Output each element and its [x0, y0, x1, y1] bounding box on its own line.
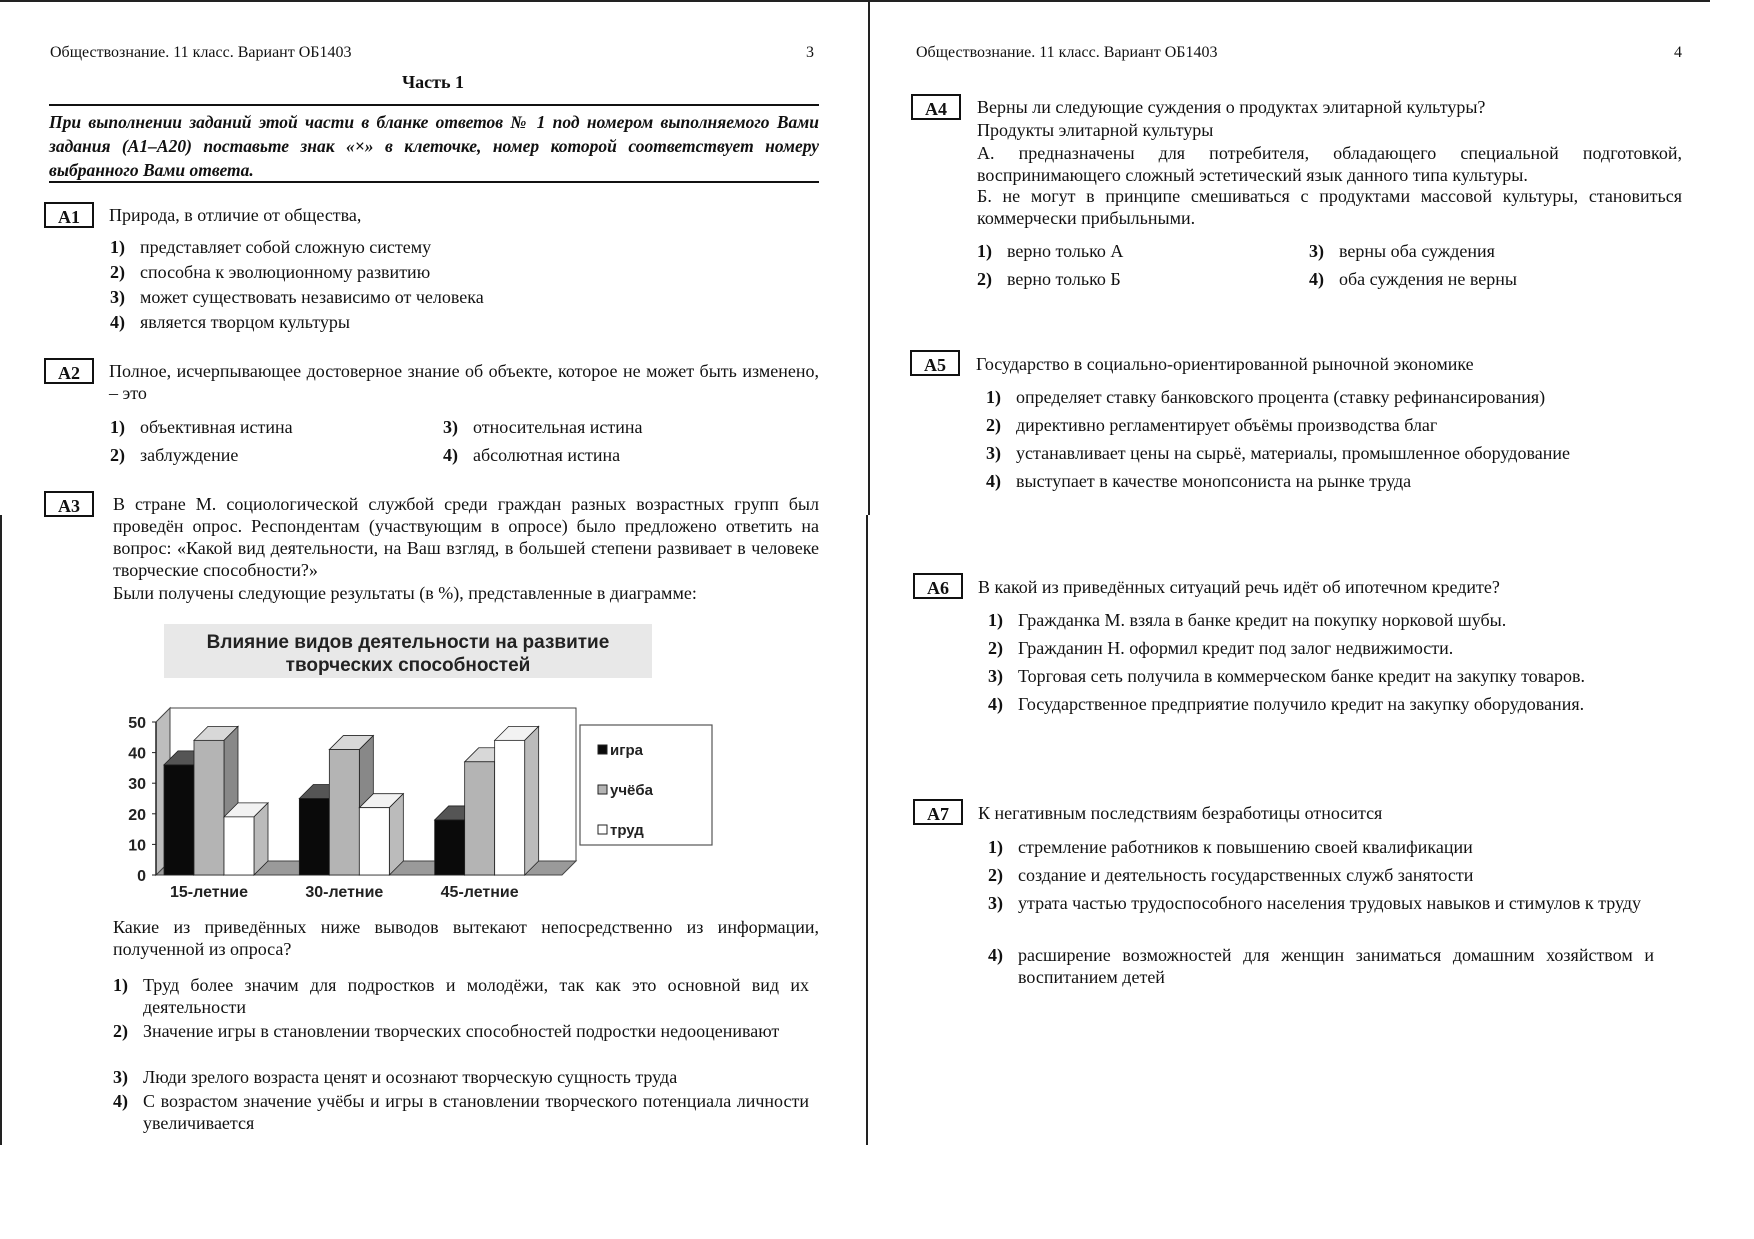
a2-option-2[interactable]: 2) заблуждение — [110, 445, 239, 465]
bar-side — [525, 726, 539, 875]
a1-option-2[interactable]: 2) способна к эволюционному развитию — [110, 262, 431, 282]
bar-труд — [224, 817, 254, 875]
a7-option-1[interactable]: 1) стремление работников к повышению своей квалификации — [988, 837, 1473, 857]
legend-label: игра — [610, 742, 643, 759]
top-border — [0, 0, 1710, 2]
y-tick-label: 30 — [128, 776, 146, 794]
question-label-a7: А7 — [913, 799, 963, 825]
x-category-label: 30-летние — [305, 884, 384, 901]
legend-swatch — [598, 745, 607, 754]
left-edge-line — [0, 515, 2, 1145]
a6-option-2[interactable]: 2) Гражданин Н. оформил кредит под залог недвижимости. — [988, 638, 1454, 658]
legend-swatch — [598, 825, 607, 834]
right-page-number: 4 — [1674, 44, 1682, 61]
chart-title-line2: творческих способностей — [285, 655, 531, 676]
y-tick-label: 20 — [128, 806, 146, 824]
y-tick-label: 40 — [128, 745, 146, 763]
a3-bar-chart — [100, 615, 740, 915]
a4-statement-a: А. предназначены для потребителя, обладающего специальной подготовкой, воспринимающего сложный эстетический язык данного типа культуры. — [977, 143, 1682, 185]
question-a3-intro: Были получены следующие результаты (в %), представленные в диаграмме: — [113, 583, 697, 603]
question-label-a3: А3 — [44, 491, 94, 517]
a5-option-4[interactable]: 4) выступает в качестве монопсониста на рынке труда — [986, 471, 1412, 491]
question-a6-text: В какой из приведённых ситуаций речь идёт об ипотечном кредите? — [978, 577, 1500, 597]
a4-option-1[interactable]: 1) верно только А — [977, 241, 1124, 261]
question-label-a2: А2 — [44, 358, 94, 384]
bar-учёба — [465, 762, 495, 875]
page-divider-lower — [866, 515, 868, 1145]
a7-option-3[interactable]: 3) утрата частью трудоспособного населения трудовых навыков и стимулов к труду — [988, 893, 1642, 913]
bar-учёба — [329, 750, 359, 875]
legend-swatch — [598, 785, 607, 794]
bar-труд — [359, 808, 389, 875]
question-a1-text: Природа, в отличие от общества, — [109, 205, 362, 225]
x-category-label: 15-летние — [170, 884, 248, 901]
bar-игра — [299, 799, 329, 876]
question-label-a5: А5 — [910, 350, 960, 376]
chart-title-line1: Влияние видов деятельности на развитие — [206, 632, 610, 653]
instruction-text: При выполнении заданий этой части в бланке ответов № 1 под номером выполняемого Вами задания (А1–А20) поставьте знак «×» в клеточке, номер которой соответствует номеру выбранного Вами ответа. — [49, 112, 819, 180]
left-page-header: Обществознание. 11 класс. Вариант ОБ1403 — [50, 44, 352, 61]
a5-option-1[interactable]: 1) определяет ставку банковского процента (ставку рефинансирования) — [986, 387, 1546, 407]
a4-option-2[interactable]: 2) верно только Б — [977, 269, 1121, 289]
a2-option-4[interactable]: 4) абсолютная истина — [443, 445, 621, 465]
a4-statement-b: Б. не могут в принципе смешиваться с продуктами массовой культуры, становиться коммерчески прибыльными. — [977, 186, 1682, 228]
question-label-a1: А1 — [44, 202, 94, 228]
a3-option-3[interactable]: 3) Люди зрелого возраста ценят и осознают творческую сущность труда — [113, 1067, 678, 1087]
a6-option-1[interactable]: 1) Гражданка М. взяла в банке кредит на покупку норковой шубы. — [988, 610, 1507, 630]
legend-label: труд — [610, 822, 644, 839]
part-title: Часть 1 — [401, 72, 465, 92]
question-a7-text: К негативным последствиям безработицы относится — [978, 803, 1383, 823]
a2-option-3[interactable]: 3) относительная истина — [443, 417, 643, 437]
a4-option-4[interactable]: 4) оба суждения не верны — [1309, 269, 1518, 289]
y-tick-label: 10 — [128, 837, 146, 855]
bar-игра — [164, 765, 194, 875]
question-label-a6: А6 — [913, 573, 963, 599]
question-a3-after-chart: Какие из приведённых ниже выводов вытекают непосредственно из информации, полученной из опроса? — [113, 917, 819, 959]
page-divider-upper — [868, 0, 870, 515]
x-category-label: 45-летние — [440, 884, 519, 901]
a4-option-3[interactable]: 3) верны оба суждения — [1309, 241, 1495, 261]
a1-option-4[interactable]: 4) является творцом культуры — [110, 312, 350, 332]
bar-side — [389, 794, 403, 875]
y-tick-label: 50 — [128, 715, 146, 732]
bar-труд — [495, 740, 525, 875]
a1-option-3[interactable]: 3) может существовать независимо от человека — [110, 287, 484, 307]
a7-option-4[interactable]: 4) расширение возможностей для женщин заниматься домашним хозяйством и воспитанием детей — [988, 945, 1654, 987]
bar-игра — [435, 820, 465, 875]
a6-option-4[interactable]: 4) Государственное предприятие получило кредит на закупку оборудования. — [988, 694, 1585, 714]
question-label-a4: А4 — [911, 94, 961, 120]
a4-subtitle: Продукты элитарной культуры — [977, 120, 1214, 140]
a6-option-3[interactable]: 3) Торговая сеть получила в коммерческом банке кредит на закупку товаров. — [988, 666, 1586, 686]
legend-label: учёба — [610, 782, 654, 799]
a7-option-2[interactable]: 2) создание и деятельность государственных служб занятости — [988, 865, 1474, 885]
a5-option-3[interactable]: 3) устанавливает цены на сырьё, материалы, промышленное оборудование — [986, 443, 1570, 463]
question-a4-text: Верны ли следующие суждения о продуктах элитарной культуры? — [977, 97, 1486, 117]
question-a5-text: Государство в социально-ориентированной рыночной экономике — [976, 354, 1474, 374]
a3-option-4[interactable]: 4) С возрастом значение учёбы и игры в становлении творческого потенциала личности увеличивается — [113, 1091, 809, 1133]
question-a2-text: Полное, исчерпывающее достоверное знание об объекте, которое не может быть изменено, – это — [109, 361, 819, 403]
a3-option-2[interactable]: 2) Значение игры в становлении творческих способностей подростки недооценивают — [113, 1021, 780, 1041]
question-a3-text: В стране М. социологической службой среди граждан разных возрастных групп был проведён опрос. Респондентам (участвующим в опросе) было предложено ответить на вопрос: «Какой вид деятельности, на Ваш взгляд, в большей степени развивает в человеке творческие способности?» — [113, 494, 819, 580]
bar-учёба — [194, 740, 224, 875]
a3-option-1[interactable]: 1) Труд более значим для подростков и молодёжи, так как это основной вид их деятельности — [113, 975, 809, 1017]
a5-option-2[interactable]: 2) директивно регламентирует объёмы производства благ — [986, 415, 1438, 435]
a1-option-1[interactable]: 1) представляет собой сложную систему — [110, 237, 432, 257]
a2-option-1[interactable]: 1) объективная истина — [110, 417, 293, 437]
instruction-top-rule — [49, 104, 819, 106]
right-page-header: Обществознание. 11 класс. Вариант ОБ1403 — [916, 44, 1218, 61]
left-page-number: 3 — [806, 44, 814, 61]
y-tick-label: 0 — [137, 868, 146, 885]
instruction-bottom-rule — [49, 181, 819, 183]
